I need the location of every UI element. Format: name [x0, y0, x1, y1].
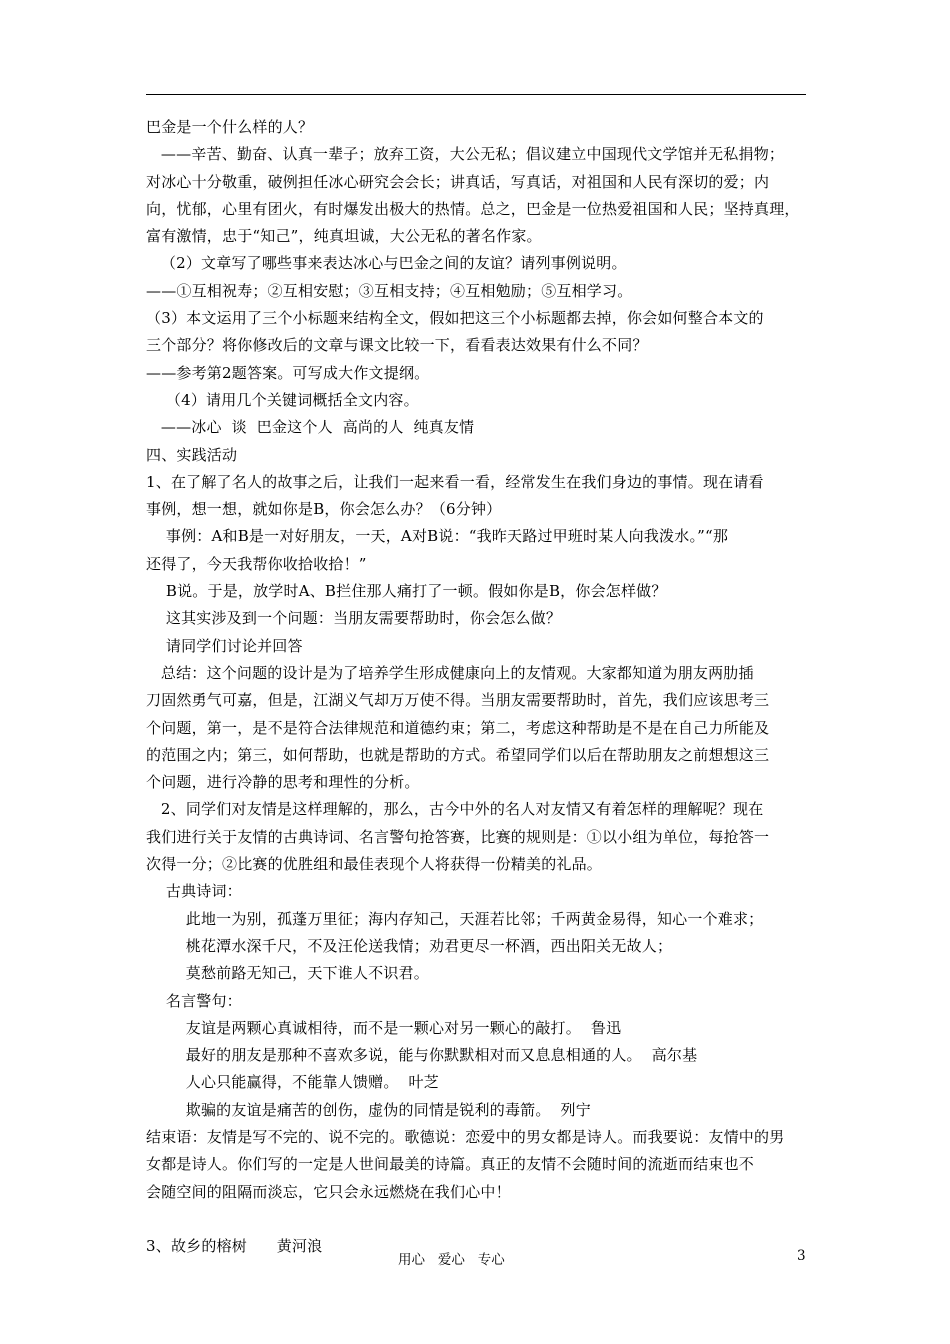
- text-line: （2）文章写了哪些事来表达冰心与巴金之间的友谊？请列事例说明。: [146, 254, 627, 273]
- poem-line: 此地一为别，孤蓬万里征；海内存知己，天涯若比邻；千两黄金易得，知心一个难求；: [146, 909, 764, 928]
- text-line: ——①互相祝寿；②互相安慰；③互相支持；④互相勉励；⑤互相学习。: [146, 281, 633, 300]
- poem-line: 桃花潭水深千尺，不及汪伦送我情；劝君更尽一杯酒，西出阳关无故人；: [146, 936, 673, 955]
- text-line: （3）本文运用了三个小标题来结构全文，假如把这三个小标题都去掉，你会如何整合本文的: [146, 309, 764, 328]
- text-line: 会随空间的阻隔而淡忘，它只会永远燃烧在我们心中！: [146, 1182, 511, 1201]
- section-heading: 四、实践活动: [146, 445, 238, 464]
- text-line: 个问题，进行冷静的思考和理性的分析。: [146, 773, 420, 792]
- text-line: 我们进行关于友情的古典诗词、名言警句抢答赛，比赛的规则是：①以小组为单位，每抢答一: [146, 827, 770, 846]
- text-line: 三个部分？将你修改后的文章与课文比较一下，看看表达效果有什么不同？: [146, 336, 648, 355]
- page-number: 3: [797, 1248, 806, 1264]
- text-line: ——冰心 谈 巴金这个人 高尚的人 纯真友情: [146, 418, 475, 437]
- text-line: 事例，想一想，就如你是B，你会怎么办？（6分钟）: [146, 500, 502, 519]
- text-line: 事例：A和B是一对好朋友，一天，A对B说：“我昨天路过甲班时某人向我泼水。”“那: [146, 527, 729, 546]
- text-line: 向，忧郁，心里有团火，有时爆发出极大的热情。总之，巴金是一位热爱祖国和人民；坚持真理，: [146, 199, 800, 218]
- footer-text: 用心 爱心 专心: [398, 1252, 505, 1268]
- quote-line: 人心只能赢得，不能靠人馈赠。 叶芝: [146, 1073, 439, 1092]
- header-rule: [146, 94, 806, 95]
- poem-line: 莫愁前路无知己，天下谁人不识君。: [146, 964, 429, 983]
- text-line: 还得了，今天我帮你收拾收拾！”: [146, 554, 367, 573]
- text-line: 1、在了解了名人的故事之后，让我们一起来看一看，经常发生在我们身边的事情。现在请看: [146, 472, 764, 491]
- text-line: 的范围之内；第三，如何帮助，也就是帮助的方式。希望同学们以后在帮助朋友之前想想这三: [146, 745, 770, 764]
- text-line: 刀固然勇气可嘉，但是，江湖义气却万万使不得。当朋友需要帮助时，首先，我们应该思考三: [146, 691, 770, 710]
- text-line: 结束语：友情是写不完的、说不完的。歌德说：恋爱中的男女都是诗人。而我要说：友情中的男: [146, 1127, 785, 1146]
- text-line: 2、同学们对友情是这样理解的，那么，古今中外的名人对友情又有着怎样的理解呢？现在: [146, 800, 764, 819]
- section-3-title: 3、故乡的榕树 黄河浪: [146, 1236, 323, 1255]
- text-line: （4）请用几个关键词概括全文内容。: [146, 390, 419, 409]
- text-line: 请同学们讨论并回答: [146, 636, 303, 655]
- document-body: [146, 114, 814, 1260]
- text-line: 次得一分；②比赛的优胜组和最佳表现个人将获得一份精美的礼品。: [146, 855, 603, 874]
- subheading-quotes: 名言警句：: [146, 991, 242, 1010]
- text-line: 这其实涉及到一个问题：当朋友需要帮助时，你会怎么做？: [146, 609, 562, 628]
- text-line: B说。于是，放学时A、B拦住那人痛打了一顿。假如你是B，你会怎样做？: [146, 582, 667, 601]
- quote-line: 最好的朋友是那种不喜欢多说，能与你默默相对而又息息相通的人。 高尔基: [146, 1046, 698, 1065]
- blank-line: [146, 1206, 814, 1233]
- text-line: 对冰心十分敬重，破例担任冰心研究会会长；讲真话，写真话，对祖国和人民有深切的爱；内: [146, 172, 770, 191]
- text-line: 总结：这个问题的设计是为了培养学生形成健康向上的友情观。大家都知道为朋友两肋插: [146, 663, 754, 682]
- quote-line: 欺骗的友谊是痛苦的创伤，虚伪的同情是锐利的毒箭。 列宁: [146, 1100, 591, 1119]
- text-line: ——辛苦、勤奋、认真一辈子；放弃工资，大公无私；倡议建立中国现代文学馆并无私捐物；: [146, 145, 785, 164]
- text-line: 富有激情，忠于“知己”，纯真坦诚，大公无私的著名作家。: [146, 227, 542, 246]
- text-line: ——参考第2题答案。可写成大作文提纲。: [146, 363, 430, 382]
- text-line: 巴金是一个什么样的人？: [146, 118, 314, 136]
- subheading-poems: 古典诗词：: [146, 882, 242, 901]
- text-line: 个问题，第一，是不是符合法律规范和道德约束；第二，考虑这种帮助是不是在自己力所能及: [146, 718, 770, 737]
- quote-line: 友谊是两颗心真诚相待，而不是一颗心对另一颗心的敲打。 鲁迅: [146, 1018, 622, 1037]
- text-line: 女都是诗人。你们写的一定是人世间最美的诗篇。真正的友情不会随时间的流逝而结束也不: [146, 1155, 755, 1174]
